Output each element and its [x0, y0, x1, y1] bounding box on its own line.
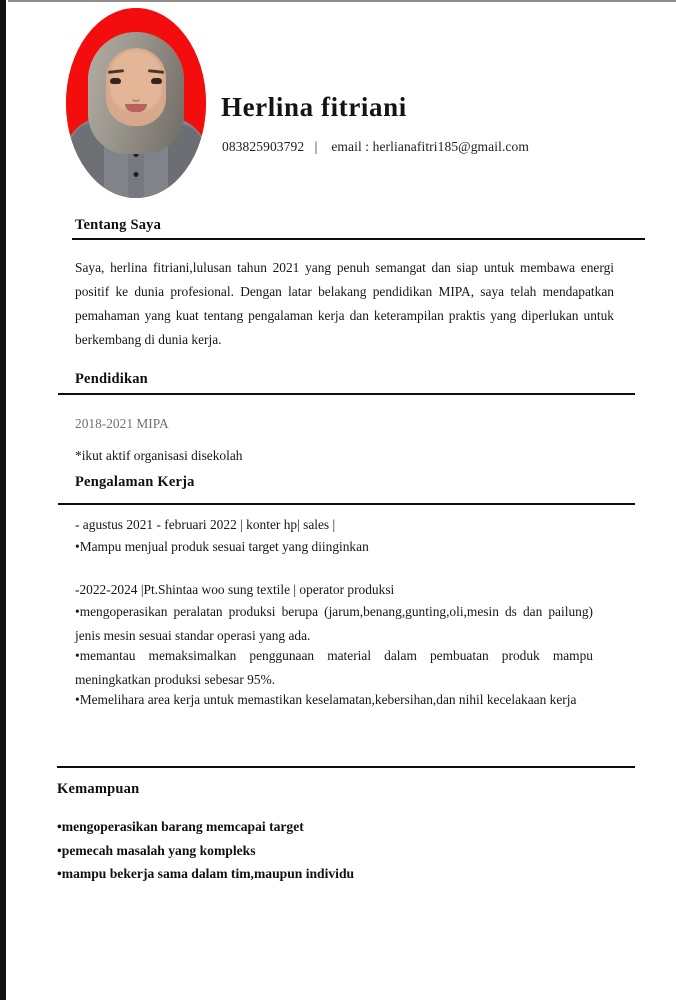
profile-photo [66, 8, 206, 198]
experience-job-bullet: •Mampu menjual produk sesuai target yang diinginkan [75, 539, 369, 554]
about-paragraph: Saya, herlina fitriani,lulusan tahun 2021 yang penuh semangat dan siap untuk membawa energi positif ke dunia profesional. Dengan latar belakang pendidikan MIPA, saya telah mendapatkan pemahaman yang kuat tentang pengalaman kerja dan keterampilan praktis yang diperlukan untuk berkembang di dunia kerja. [75, 260, 614, 347]
photo-shirt-button [134, 172, 139, 177]
skill-item: •pemecah masalah yang kompleks [57, 843, 256, 858]
section-title-education: Pendidikan [75, 371, 148, 387]
section-rule-about [72, 238, 645, 240]
education-year-major: 2018-2021 MIPA [75, 416, 169, 431]
skill-item: •mengoperasikan barang memcapai target [57, 819, 304, 834]
contact-line: 083825903792 | email : herlianafitri185@gmail.com [222, 139, 529, 154]
section-rule-skills [57, 766, 635, 768]
experience-job-bullet: •Memelihara area kerja untuk memastikan keselamatan,kebersihan,dan nihil kecelakaan kerja [75, 692, 577, 707]
photo-eye-right [151, 78, 162, 84]
experience-job-heading: -2022-2024 |Pt.Shintaa woo sung textile | operator produksi [75, 582, 395, 597]
education-note: *ikut aktif organisasi disekolah [75, 448, 243, 463]
candidate-name: Herlina fitriani [221, 92, 407, 122]
section-rule-education [58, 393, 635, 395]
experience-job-heading: - agustus 2021 - februari 2022 | konter hp| sales | [75, 517, 336, 532]
section-title-skills: Kemampuan [57, 781, 140, 797]
section-title-about: Tentang Saya [75, 217, 162, 233]
skill-item: •mampu bekerja sama dalam tim,maupun individu [57, 866, 355, 881]
section-rule-experience [58, 503, 635, 505]
resume-header [0, 0, 676, 205]
photo-nose [132, 92, 140, 102]
section-title-experience: Pengalaman Kerja [75, 474, 195, 490]
experience-job-bullet: •mengoperasikan peralatan produksi berupa (jarum,benang,gunting,oli,mesin ds dan pailung) jenis mesin sesuai standar operasi yang ada. [75, 604, 593, 643]
experience-job-bullet: •memantau memaksimalkan penggunaan material dalam pembuatan produk mampu meningkatkan produksi sebesar 95%. [75, 648, 593, 687]
photo-eye-left [110, 78, 121, 84]
